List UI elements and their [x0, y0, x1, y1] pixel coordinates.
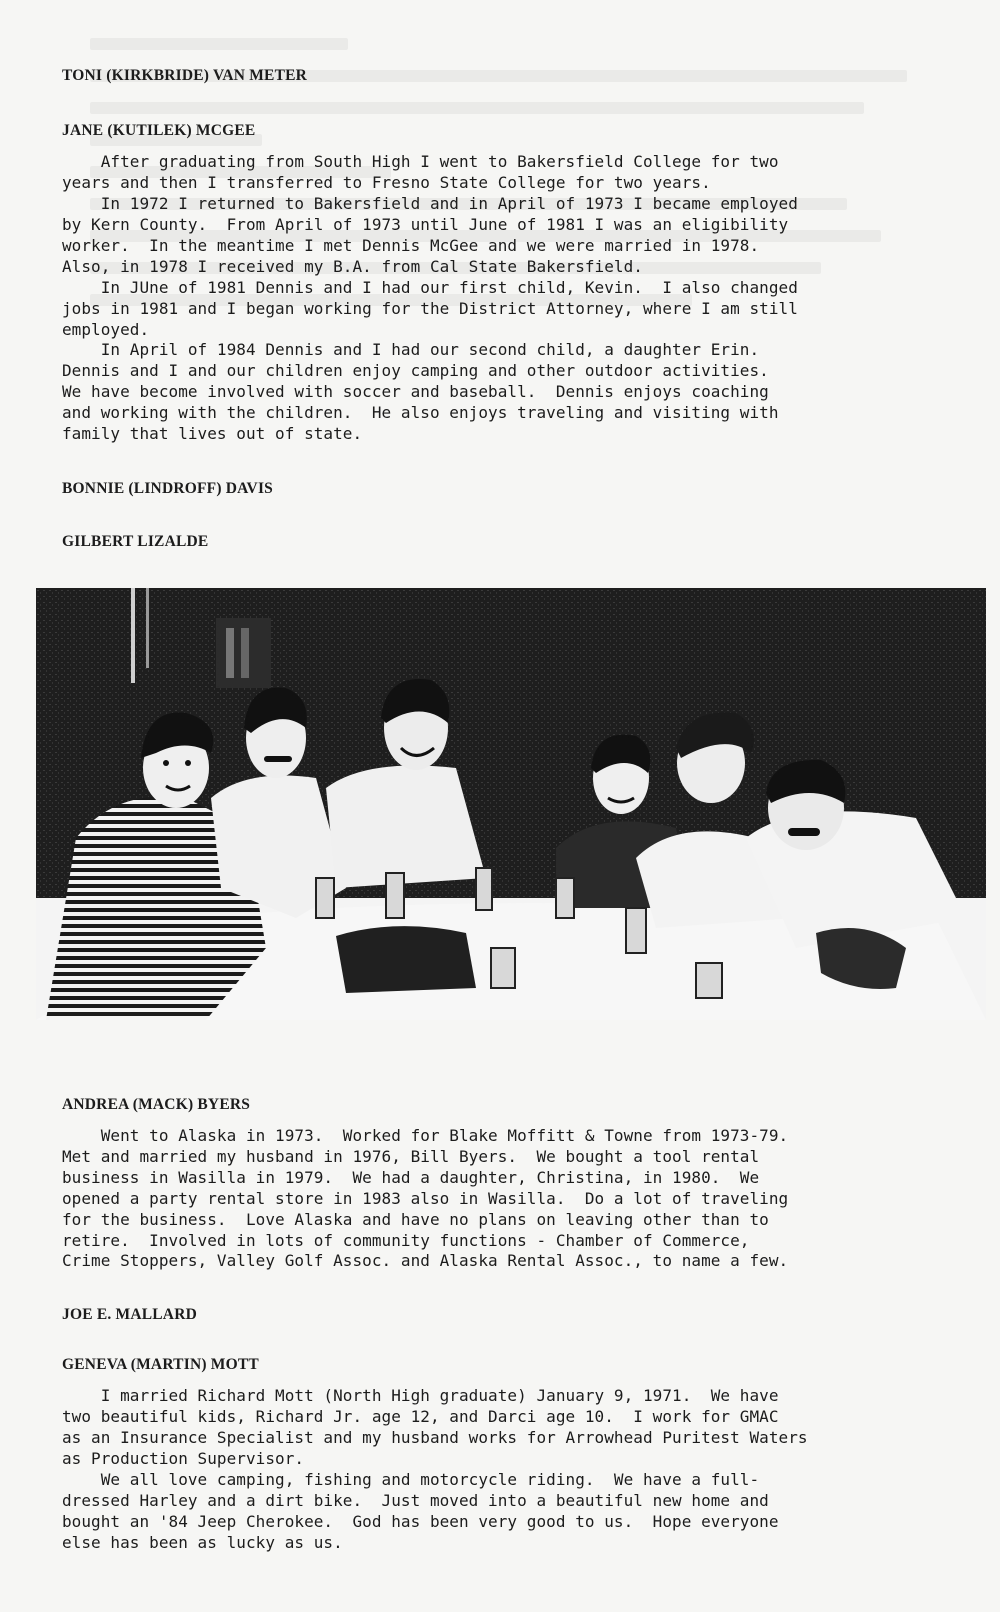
entry-name-lindroff: BONNIE (LINDROFF) DAVIS [62, 480, 274, 497]
entry-martin-paragraph-2: We all love camping, fishing and motorcycle riding. We have a full- dressed Harley and a dirt bike. Just moved into a beautiful new home and bought an '84 Jeep Cherokee. God has been very good to us. Hope everyone else has been as lucky as us. [62, 1470, 779, 1552]
entry-name-lizalde: GILBERT LIZALDE [62, 533, 209, 550]
entry-martin-paragraph-1: I married Richard Mott (North High graduate) January 9, 1971. We have two beautiful kids, Richard Jr. age 12, and Darci age 10. I work for GMAC as an Insurance Specialist and my husband works for Arrowhead Puritest Waters as Production Supervisor. [62, 1386, 808, 1468]
entry-name-martin: GENEVA (MARTIN) MOTT [62, 1356, 259, 1373]
entry-kutilek-paragraph-1: After graduating from South High I went to Bakersfield College for two years and then I transferred to Fresno State College for two years. [62, 152, 779, 192]
entry-mack-paragraph-1: Went to Alaska in 1973. Worked for Blake Moffitt & Towne from 1973-79. Met and married my husband in 1976, Bill Byers. We bought a tool rental business in Wasilla in 1979. We had a daughter, Christina, in 1980. We opened a party rental store in 1983 also in Wasilla. Do a lot of traveling for the business. Love Alaska and have no plans on leaving other than to retire. Involved in lots of community functions - Chamber of Commerce, Crime Stoppers, Valley Golf Assoc. and Alaska Rental Assoc., to name a few. [62, 1126, 789, 1271]
entry-name-kirkbride: TONI (KIRKBRIDE) VAN METER [62, 67, 308, 84]
group-photo [36, 588, 986, 1020]
entry-name-mack: ANDREA (MACK) BYERS [62, 1096, 251, 1113]
entry-name-mallard: JOE E. MALLARD [62, 1306, 197, 1323]
entry-kutilek-paragraph-2: In 1972 I returned to Bakersfield and in April of 1973 I became employed by Kern County. From April of 1973 until June of 1981 I was an eligibility worker. In the meantime I met Dennis McGee and we were married in 1978. Also, in 1978 I received my B.A. from Cal State Bakersfield. [62, 194, 798, 276]
entry-name-kutilek: JANE (KUTILEK) MCGEE [62, 122, 256, 139]
entry-kutilek-paragraph-4: In April of 1984 Dennis and I had our second child, a daughter Erin. Dennis and I and our children enjoy camping and other outdoor activities. We have become involved with soccer and baseball. Dennis enjoys coaching and working with the children. He also enjoys traveling and visiting with family that lives out of state. [62, 340, 779, 443]
entry-kutilek-paragraph-3: In JUne of 1981 Dennis and I had our first child, Kevin. I also changed jobs in 1981 and I began working for the District Attorney, where I am still employed. [62, 278, 798, 339]
